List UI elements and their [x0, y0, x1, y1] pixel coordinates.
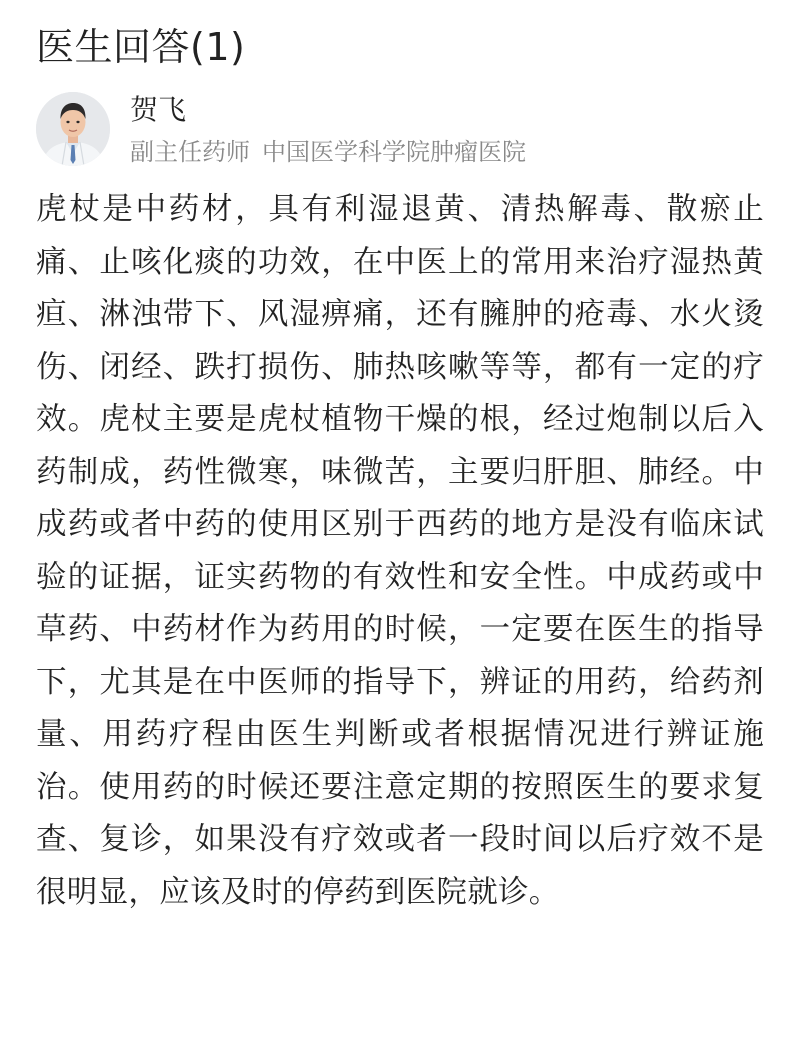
doctor-name[interactable]: 贺飞 [130, 93, 187, 126]
doctor-card[interactable] [36, 92, 764, 172]
doctor-meta [130, 136, 526, 168]
doctor-title: 副主任药师 [130, 138, 250, 166]
doctor-hospital: 中国医学科学院肿瘤医院 [262, 138, 526, 166]
answer-text: 虎杖是中药材，具有利湿退黄、清热解毒、散瘀止痛、止咳化痰的功效，在中医上的常用来治疗湿热黄疸、淋浊带下、风湿痹痛，还有臃肿的疮毒、水火烫伤、闭经、跌打损伤、肺热咳嗽等等，都有一定的疗效。虎杖主要是虎杖植物干燥的根，经过炮制以后入药制成，药性微寒，味微苦，主要归肝胆、肺经。中成药或者中药的使用区别于西药的地方是没有临床试验的证据，证实药物的有效性和安全性。中成药或中草药、中药材作为药用的时候，一定要在医生的指导下，尤其是在中医师的指导下，辨证的用药，给药剂量、用药疗程由医生判断或者根据情况进行辨证施治。使用药的时候还要注意定期的按照医生的要求复查、复诊，如果没有疗效或者一段时间以后疗效不是很明显，应该及时的停药到医院就诊。 [36, 192, 764, 910]
section-title: 医生回答(1) [36, 25, 246, 69]
doctor-avatar-icon[interactable] [36, 92, 110, 166]
